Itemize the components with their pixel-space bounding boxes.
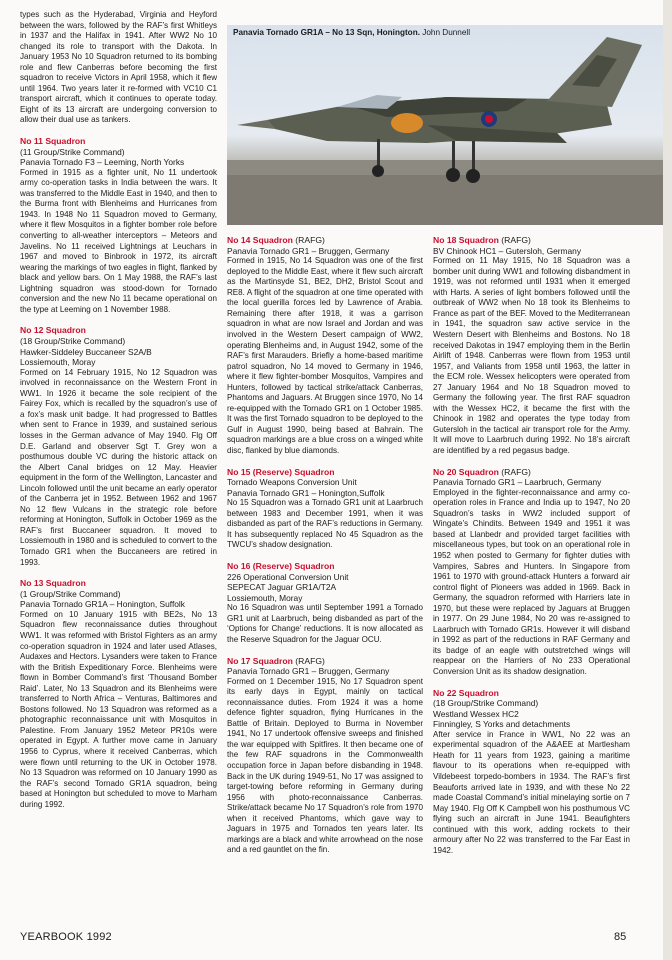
- section-heading: No 11 Squadron: [20, 136, 86, 147]
- aircraft-photo: [227, 25, 663, 225]
- section-subheading: (18 Group/Strike Command): [433, 698, 539, 709]
- section-subheading: Panavia Tornado GR1 – Bruggen, Germany: [227, 666, 390, 677]
- section-subheading: (1 Group/Strike Command): [20, 588, 121, 599]
- section-no-12-squadron: [20, 325, 217, 568]
- column-1: [20, 10, 217, 810]
- section-body: Formed in 1915, No 14 Squadron was one of the first deployed to the Middle East, where it flew such aircraft as the Martinsyde S1, BE2, DH2, Bristol Scout and RE8. A flight of the squadron at one time operated with the local guerilla forces led by Lawrence of Arabia. Remaining there after 1918, it was a garrison squadron in what are now Israel and Jordan and was involved in the Western Desert campaign of WW2, operating Blenheims and, in August 1942, some of the RAF’s first Marauders. Briefly a home-based maritime patrol squadron, No 14 moved to Germany in 1946, where it flew fighter-bomber Mosquitos, Vampires and Hunters, followed by tactical strike/attack Canberras, Phantoms and Jaguars. At Bruggen since 1970, No 14 re-equipped with the Tornado GR1 on 1 October 1985. It was the first Tornado squadron to be deployed to the Gulf in August 1990, being based at Bahrain. The squadron markings are a blue cross on a winged white disc, flanked by blue diamonds.: [227, 256, 423, 455]
- page-edge: [663, 0, 672, 960]
- heading-command: (RAFG): [295, 655, 325, 666]
- section-no-18-squadron: [433, 235, 630, 457]
- section-body: Formed on 1 December 1915, No 17 Squadron spent its early days in Egypt, mainly on tactical reconnaissance duties. From 1924 it was a home defence fighter squadron, flying Hurricanes in the Battle of Britain. Deployed to Burma in November 1941, No 17 undertook offensive sweeps and finished the war equipped with Spitfires. It then became one of the few RAF squadrons in the Commonwealth occupation force in Japan before disbanding in 1948. Back in the UK during 1949-51, No 17 was assigned to target-towing before reforming in Germany during 1956 with photo-reconnaissance Canberras. Strike/attack became No 17 Squadron’s role from 1970 when it received Phantoms, which gave way to Jaguars in 1975 and Tornados ten years later. Its markings are a black and white arrowhead on the nose and a red gauntlet on the fin.: [227, 676, 423, 855]
- intro-text: types such as the Hyderabad, Virginia and Heyford between the wars, followed by the RAF’s first Whitleys in 1937 and the Halifax in 1941. After WW2 No 10 changed its role to transport with the Dakota. In January 1953 No 10 Squadron returned to its bombing role and flew Canberras before becoming the first squadron to receive Victors in April 1958, which it flew until 1964. Two years later it re-formed with VC10 C1 transport aircraft, which it continues to operate today. Eight of its 13 aircraft are undergoing conversion to allow their dual use as tankers.: [20, 10, 217, 125]
- section-no-17-squadron: [227, 656, 423, 856]
- section-subheading: Hawker-Siddeley Buccaneer S2A/B: [20, 346, 152, 357]
- section-subheading: Panavia Tornado GR1 – Bruggen, Germany: [227, 245, 390, 256]
- section-no-13-squadron: [20, 578, 217, 810]
- section-no-22-squadron: [433, 688, 630, 857]
- section-body: Formed on 11 May 1915, No 18 Squadron was a bomber unit during WW1 and following disbandment in 1919, was not reformed until 1931 when it emerged with Harts. A series of light bombers followed until the outbreak of WW2 when No 18 took its Blenheims to France as part of the BEF. Moved to the Mediterranean in 1941, the squadron saw active service in the Western Desert with Blenheims and Bostons. No 18 received Dakotas in 1947 employing them in the Berlin Airlift of 1948. Canberras were flown from 1953 until 1957, and Valiants from 1958 until 1963, the latter in the ECM role. Wessex helicopters were operated from 27 January 1964 and No 18 Squadron moved to Germany the following year. The first RAF squadron with the Wessex HC2, it became the first with the Chinook in 1982 and operates the type today from Gutersloh in the tactical air transport role for the Army. It will move to Laarbruch during 1992. No 18’s aircraft are identified by a red pegasus badge.: [433, 256, 630, 455]
- section-subheading: Panavia Tornado F3 – Leeming, North Yorks: [20, 157, 185, 168]
- caption-credit: John Dunnell: [422, 28, 471, 37]
- heading-command: (RAFG): [295, 235, 325, 245]
- footer-yearbook: YEARBOOK 1992: [20, 931, 112, 943]
- section-subheading: 226 Operational Conversion Unit: [227, 571, 349, 582]
- section-body: Formed on 10 January 1915 with BE2s, No 13 Squadron flew reconnaissance duties throughout WW1. It was reformed with Bristol Fighters as an army co-operation squadron in 1924 and later used Atlases, Audaxes and Hectors. Lysanders were taken to France with the British Expeditionary Force. Blenheims were flown in Bomber Command’s first ‘Thousand Bomber Raid’. Later, No 13 Squadron and its Blenheims were transferred to North Africa – Venturas, Baltimores and Bostons followed. No 13 Squadron was reformed as a photographic reconnaissance unit with Mosquitos in Palestine. From January 1952 Meteor PR10s were operated in Egypt. A further move came in January 1956 to Cyprus, where it received Canberras, which were flown until returning to the UK in October 1978. No 13 Squadron was reformed on 10 January 1990 as the RAF’s second Tornado GR1A squadron, being based at Honington but scheduled to move to Marham during 1992.: [20, 609, 217, 809]
- section-subheading: Panavia Tornado GR1 – Laarbruch, Germany: [433, 477, 602, 488]
- section-body: After service in France in WW1, No 22 was an experimental squadron of the A&AEE at Martlesham Heath for 11 years from 1923, gaining a maritime flavour to its operations when re-equipped with Vildebeest torpedo-bombers in 1934. The RAF’s first Beauforts arrived late in 1939, and with these No 22 made Coastal Command’s initial minelaying sortie on 7 May 1940. Flg Off K Campbell won his posthumous VC flying such an aircraft in June 1941. Beaufighters continued with this work, adding rockets to their armoury after No 22 was transferred to the Far East in 1942.: [433, 729, 630, 855]
- tornado-aircraft-image: [227, 25, 663, 225]
- section-heading: No 15 (Reserve) Squadron: [227, 466, 335, 477]
- section-body: Formed on 14 February 1915, No 12 Squadron was involved in reconnaissance on the Western Front in WW1. In 1926 it became the sole recipient of the Fairey Fox, which is recalled by the squadron’s use of a fox’s mask unit badge. It had progressed to Battles when sent to France in 1939, and sustained serious losses in the German advance of May 1940. Flg Off D.E. Garland and observer Sgt T. Grey won a posthumous double VC during the historic attack on the Albert Canal bridges on 12 May. Heavier equipment in the form of the Wellington, Lancaster and Lincoln followed until the unit became an early operator of the Canberra jet in 1952. Between 1962 and 1967 No 12 flew Vulcans in the strategic role before reforming at Honington, Suffolk in October 1969 as the RAF’s first Buccaneer squadron. It moved to Lossiemouth in 1980 and is scheduled to convert to the Tornado GR1 when the Buccaneers are retired in 1993.: [20, 367, 217, 567]
- column-2: [227, 235, 423, 856]
- section-subheading: SEPECAT Jaguar GR1A/T2A: [227, 582, 337, 593]
- section-no-20-squadron: [433, 467, 630, 678]
- section-no-11-squadron: [20, 136, 217, 315]
- section-no-15-squadron: [227, 467, 423, 551]
- section-subheading: Finningley, S Yorks and detachments: [433, 719, 571, 730]
- heading-name: No 20 Squadron: [433, 466, 499, 477]
- section-no-14-squadron: [227, 235, 423, 457]
- photo-caption: [233, 28, 470, 37]
- section-heading: [433, 467, 630, 478]
- section-subheading: Lossiemouth, Moray: [20, 357, 96, 368]
- heading-command: (RAFG): [501, 466, 531, 477]
- heading-name: No 18 Squadron: [433, 235, 499, 245]
- section-heading: [433, 235, 630, 246]
- section-subheading: (11 Group/Strike Command): [20, 146, 125, 157]
- heading-name: No 17 Squadron: [227, 655, 293, 666]
- section-body: No 16 Squadron was until September 1991 a Tornado GR1 unit at Laarbruch, being disbanded as part of the ‘Options for Change’ reductions. It is now allocated as the Reserve Squadron for the Jaguar OCU.: [227, 603, 423, 644]
- page-number: 85: [614, 931, 627, 943]
- heading-name: No 14 Squadron: [227, 235, 293, 245]
- section-body: Formed in 1915 as a fighter unit, No 11 undertook army co-operation tasks in India between the wars. It was transferred to the Middle East in 1940, and then to the Burma front with Blenheims and Hurricanes from 1943. In 1948 No 11 Squadron moved to Germany, where it flew Mosquitos in a fighter bomber role before converting to all-weather interceptors – Meteors and Javelins. No 11 received Lightnings at Leuchars in 1967 and moved to Binbrook in 1972, its aircraft wearing the markings of two eagles in flight, flanked by black and yellow bars. On 1 May 1988, the RAF’s last Lightning squadron was stood-down for Tornado conversion and the new No 11 became operational on the type at Leeming on 1 November 1988.: [20, 167, 217, 314]
- column-3: [433, 235, 630, 856]
- section-subheading: Westland Wessex HC2: [433, 708, 519, 719]
- section-subheading: Tornado Weapons Conversion Unit: [227, 477, 357, 488]
- section-subheading: BV Chinook HC1 – Gutersloh, Germany: [433, 245, 582, 256]
- section-body: Employed in the fighter-reconnaissance and army co-operation roles in France and India up to 1947, No 20 Squadron’s tasks in WW2 included support of Wingate’s Chindits. Between 1949 and 1951 it was based at Llanbedr and provided target facilities with miscellaneous types, but took on an operational role in 1952 when posted to Germany for fighter duties with Vampires, Sabres and Hunters. In Singapore from 1961 to 1970 with ground-attack Hunters a forward air control flight of Pioneers was added in 1969. Back in Germany, the squadron reformed with Harriers late in 1970, but these were replaced by Jaguars at Bruggen in 1977. On 29 June 1984, No 20 was re-assigned to Laarbruch with Tornado GR1s. However it will disband in 1992 as part of the reductions in RAF Germany and its badge of an eagle with outstretched wings will reappear on the Harriers of No 233 Operational Conversion Unit as its shadow designation.: [433, 487, 630, 676]
- section-heading: No 22 Squadron: [433, 687, 499, 698]
- section-heading: No 16 (Reserve) Squadron: [227, 561, 335, 571]
- section-subheading: (18 Group/Strike Command): [20, 335, 126, 346]
- section-no-16-squadron: [227, 561, 423, 646]
- caption-title: Panavia Tornado GR1A – No 13 Sqn, Honington.: [233, 28, 420, 37]
- section-heading: No 13 Squadron: [20, 578, 86, 589]
- section-intro: [20, 10, 217, 126]
- section-heading: [227, 656, 423, 667]
- section-heading: [227, 235, 423, 246]
- section-heading: No 12 Squadron: [20, 325, 86, 336]
- heading-command: (RAFG): [501, 235, 531, 245]
- section-subheading: Panavia Tornado GR1A – Honington, Suffolk: [20, 599, 185, 610]
- section-subheading: Panavia Tornado GR1 – Honington,Suffolk: [227, 487, 385, 498]
- section-body: No 15 Squadron was a Tornado GR1 unit at Laarbruch between 1983 and December 1991, when it was disbanded as part of the RAF’s reductions in Germany. It has subsequently replaced No 45 Squadron as the TWCU’s shadow designation.: [227, 498, 423, 550]
- section-subheading: Lossiemouth, Moray: [227, 592, 303, 603]
